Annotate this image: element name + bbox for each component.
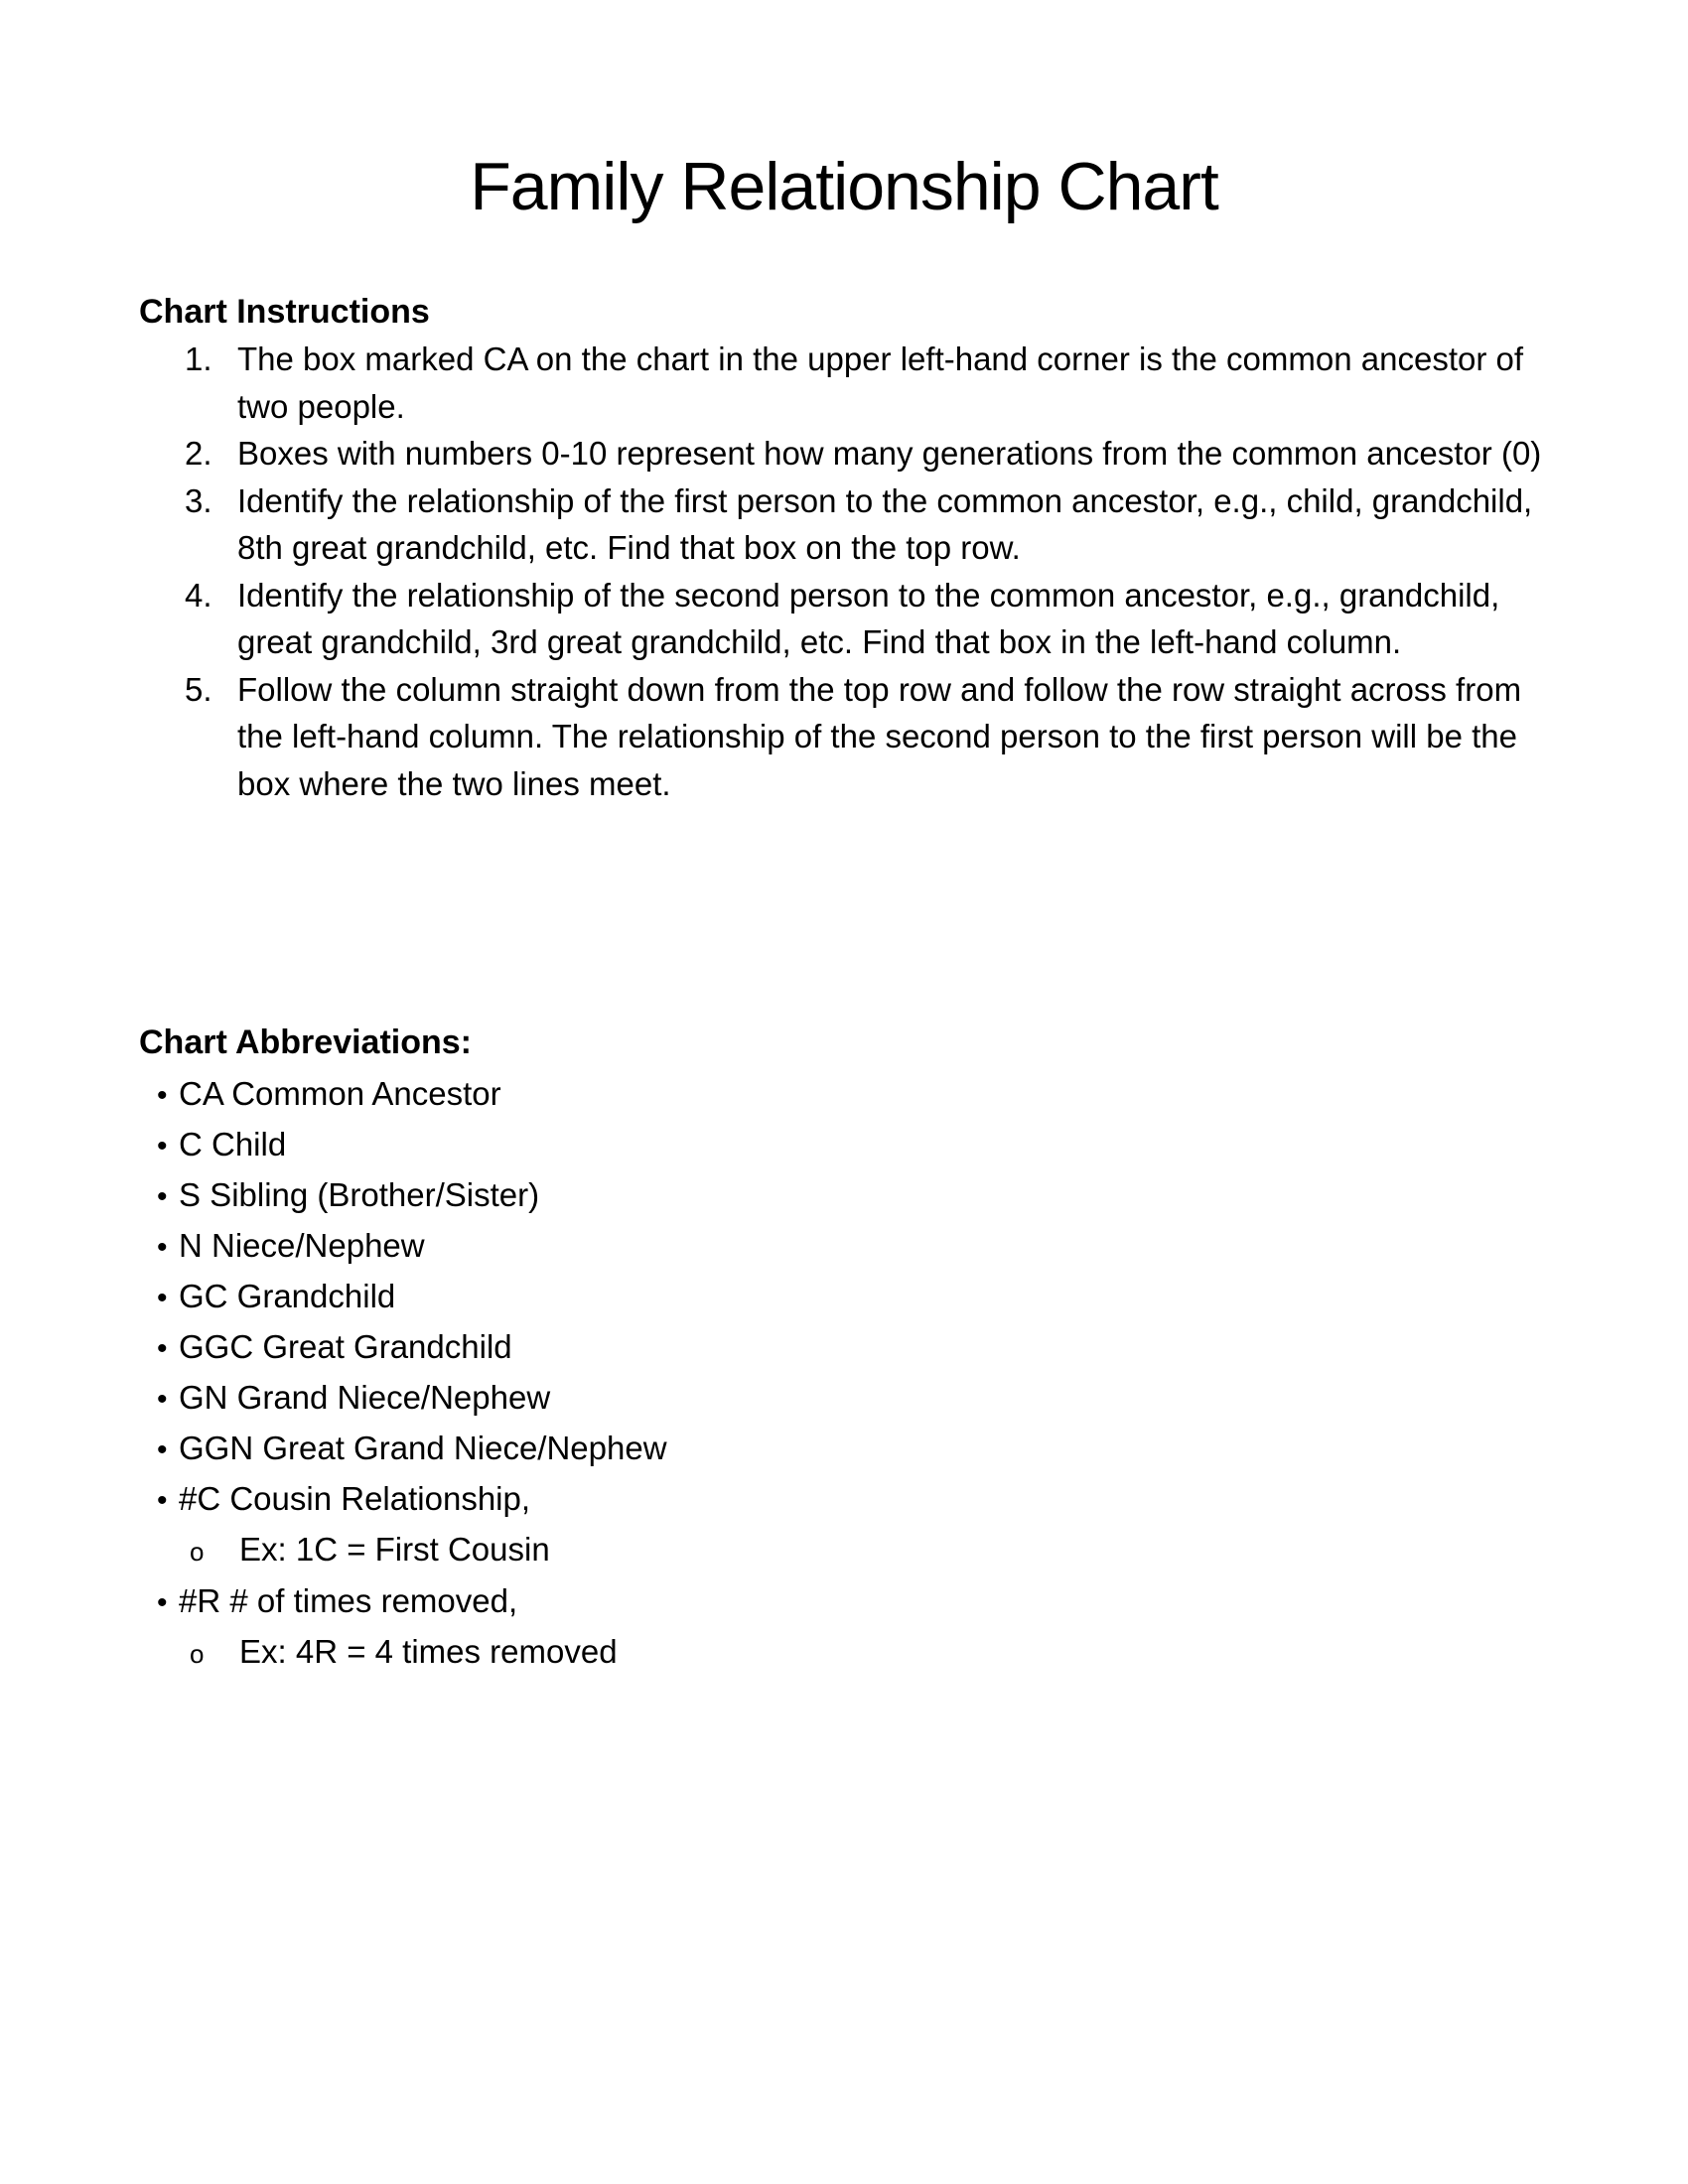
instruction-item (139, 478, 1569, 572)
sub-bullet-icon: o (190, 1537, 205, 1567)
bullet-icon: • (157, 1231, 168, 1264)
instruction-number: 1. (185, 341, 212, 377)
instruction-item (139, 666, 1569, 808)
bullet-icon: • (157, 1484, 168, 1517)
abbreviation-text: GC Grandchild (179, 1278, 396, 1314)
bullet-icon: • (157, 1079, 168, 1112)
abbreviation-item (157, 1474, 667, 1525)
bullet-icon: • (157, 1282, 168, 1314)
instruction-text: Boxes with numbers 0-10 represent how many generations from the common ancestor (0) (237, 435, 1542, 472)
bullet-icon: • (157, 1180, 168, 1213)
abbreviations-heading: Chart Abbreviations: (139, 1024, 473, 1061)
abbreviation-item (157, 1576, 667, 1627)
instruction-number: 2. (185, 435, 212, 472)
instruction-text: Identify the relationship of the first person to the common ancestor, e.g., child, grandchild, 8th great grandchild, etc. Find that box on the top row. (237, 481, 1533, 566)
instruction-item (139, 430, 1569, 478)
abbreviation-example (157, 1525, 667, 1576)
abbreviation-example-text: Ex: 1C = First Cousin (239, 1531, 550, 1568)
abbreviation-text: GGC Great Grandchild (179, 1328, 512, 1365)
abbreviation-text: S Sibling (Brother/Sister) (179, 1176, 540, 1213)
instruction-item (139, 336, 1569, 430)
sub-bullet-icon: o (190, 1639, 205, 1669)
abbreviation-item (157, 1221, 667, 1272)
abbreviation-text: #C Cousin Relationship, (179, 1480, 531, 1517)
abbreviation-item (157, 1069, 667, 1120)
abbreviation-item (157, 1424, 667, 1474)
instruction-number: 4. (185, 576, 212, 614)
abbreviation-text: #R # of times removed, (179, 1582, 518, 1619)
page-title: Family Relationship Chart (470, 149, 1218, 224)
instructions-heading: Chart Instructions (139, 293, 430, 331)
instruction-text: Follow the column straight down from the top row and follow the row straight across from the left-hand column. The relationship of the second person to the first person will be the box where the two lines meet. (237, 670, 1522, 802)
abbreviation-text: GN Grand Niece/Nephew (179, 1379, 551, 1416)
bullet-icon: • (157, 1586, 168, 1619)
abbreviation-item (157, 1120, 667, 1170)
instruction-number: 3. (185, 481, 212, 519)
bullet-icon: • (157, 1433, 168, 1466)
abbreviation-item (157, 1373, 667, 1424)
abbreviations-list (157, 1069, 667, 1679)
instruction-text: Identify the relationship of the second person to the common ancestor, e.g., grandchild, great grandchild, 3rd great grandchild, etc. Find that box in the left-hand column. (237, 576, 1500, 660)
instruction-item (139, 572, 1569, 666)
abbreviation-text: C Child (179, 1126, 287, 1162)
abbreviation-example-text: Ex: 4R = 4 times removed (239, 1633, 618, 1670)
abbreviation-example (157, 1627, 667, 1679)
instruction-number: 5. (185, 670, 212, 708)
abbreviation-text: GGN Great Grand Niece/Nephew (179, 1430, 667, 1466)
abbreviation-item (157, 1170, 667, 1221)
bullet-icon: • (157, 1383, 168, 1416)
abbreviation-item (157, 1272, 667, 1322)
bullet-icon: • (157, 1332, 168, 1365)
bullet-icon: • (157, 1130, 168, 1162)
abbreviation-text: CA Common Ancestor (179, 1075, 501, 1112)
instructions-list (139, 336, 1569, 807)
abbreviation-item (157, 1322, 667, 1373)
abbreviation-text: N Niece/Nephew (179, 1227, 425, 1264)
instruction-text: The box marked CA on the chart in the upper left-hand corner is the common ancestor of two people. (237, 341, 1524, 425)
